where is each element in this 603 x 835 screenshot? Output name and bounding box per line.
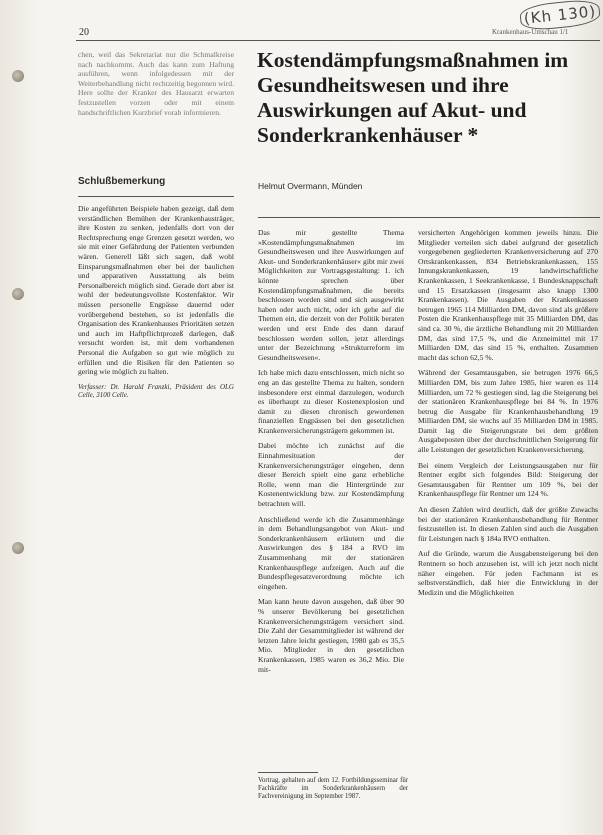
left-top-paragraph: chen, weil das Sekretariat nur die Schmalkreise nach nachkommt. Auch das kann zum Haftung ausführen, wenn infolgedessen mit der Weiterbehandlung nicht rechtzeitig begonnen wird. Here sollte der Kranker des Hausarzt erwarten festzustellen vorzen oder mit einem handschriftlichen Kurzbrief vorab informieren. (78, 50, 234, 117)
title-rule (258, 217, 600, 218)
article-title: Kostendämpfungsmaßnahmen im Gesundheitswesen und ihre Auswirkungen auf Akut- und Sonderkrankenhäuser * (257, 48, 569, 147)
middle-column-text (258, 228, 404, 680)
right-paragraph: versicherten Angehörigen kommen jeweils hinzu. Die Mitglieder verteilen sich dabei aufgrund der gesetzlich vorgegebenen gegliederten Krankenversicherung auf 270 Ortskrankenkassen, 834 Betriebskrankenkassen, 155 Innungskrankenkassen, 19 landwirtschaftliche Krankenkassen, 1 Seekrankenkasse, 1 Bundesknappschaft und 15 Ersatzkassen (insgesamt also knapp 1300 Krankenkassen). Die Ausgaben der Krankenkassen betrugen 1965 114 Milliarden DM, davon sind als größere Posten die Krankenhauspflege mit 35 Milliarden DM, das sind ca. 30 %, die ärztliche Behandlung mit 20 Milliarden DM, das sind 17,5 %, und die Arzneimittel mit 17 Milliarden DM, das sind 15 %, enthalten. Zusammen macht das schon 62,5 %. (418, 228, 598, 362)
page-number: 20 (79, 27, 89, 38)
article-author: Helmut Overmann, Münden (258, 181, 363, 191)
footnote-rule (258, 772, 318, 773)
section-heading: Schlußbemerkung (78, 176, 166, 187)
right-paragraph: Auf die Gründe, warum die Ausgabensteigerung bei den Rentnern so hoch anzusehen ist, will ich jetzt noch nicht näher eingehen. Für jeden Fachmann ist es selbstverständlich, daß hier die Entwicklung in der Medizin und die Möglichkeiten (418, 549, 598, 597)
mid-paragraph: Ich habe mich dazu entschlossen, mich nicht so eng an das gestellte Thema zu halten, sondern insbesondere erst einmal darzulegen, wodurch es überhaupt zu dieser Kostenexplosion und damit zu diesen chronisch gewordenen finanziellen Engpässen bei den gesetzlichen Krankenversicherungsträgern gekommen ist. (258, 368, 404, 435)
archive-stamp: (Kh 130) (519, 0, 601, 32)
running-head: Krankenhaus-Umschau 1/1 (492, 28, 569, 36)
punch-hole-icon (12, 542, 24, 554)
header-rule (76, 40, 600, 41)
left-column-top-text (78, 50, 234, 123)
right-paragraph: Bei einem Vergleich der Leistungsausgaben nur für Rentner ergibt sich folgendes Bild: Steigerung der Gesamtausgaben für Rentner um 109 %, bei der Krankenhauspflege für Rentner um 124 %. (418, 460, 598, 499)
right-paragraph: Während der Gesamtausgaben, sie betrugen 1976 66,5 Milliarden DM, bis zum Jahre 1985, hier waren es 114 Milliarden, um 72 % gestiegen sind, lag die Steigerung bei der stationären Krankenhauspflege bei 84 %. In 1976 betrug die Ausgabe für Krankenhausbehandlung 19 Milliarden DM, sie wuchs auf 35 Milliarden DM in 1985. Damit lag die Steigerungsrate bei dem größten Ausgabeposten über der durchschnittlichen Steigerung für alle Leistungen der gesetzlichen Krankenversicherung. (418, 368, 598, 455)
mid-paragraph: Man kann heute davon ausgehen, daß über 90 % unserer Bevölkerung bei gesetzlichen Krankenversicherungsträgern versichert sind. Die Zahl der Gesamtmitglieder ist während der letzten Jahre leicht gestiegen, 1980 gab es 35,5 Mio. Mitglieder in den gesetzlichen Krankenkassen, 1985 waren es 36,2 Mio. Die mit- (258, 597, 404, 674)
right-paragraph: An diesen Zahlen wird deutlich, daß der größte Zuwachs bei der stationären Krankenhausbehandlung für Rentner festzustellen ist. In diesen Zahlen sind auch die Ausgaben für Leistungen nach § 184a RVO enthalten. (418, 505, 598, 543)
left-byline: Verfasser: Dr. Harald Franzki, Präsident des OLG Celle, 3100 Celle. (78, 382, 234, 400)
mid-paragraph: Anschließend werde ich die Zusammenhänge in dem Behandlungsangebot von Akut- und Sonderkrankenhäusern erläutern und die Auswirkungen des § 184 a RVO im Zusammenhang mit der stationären Krankenhauspflege aufzeigen. Auch auf die Bundespflegesatzverordnung möchte ich eingehen. (258, 514, 404, 591)
punch-hole-icon (12, 70, 24, 82)
binder-holes (8, 0, 38, 835)
left-column-main-text (78, 204, 234, 400)
mid-paragraph: Das mir gestellte Thema »Kostendämpfungsmaßnahmen im Gesundheitswesen und ihre Auswirkungen auf Akut- und Sonderkrankenhäuser« gibt mir zwei Möglichkeiten zur Vortragsgestaltung: 1. ich könnte sprechen über Kostendämpfungsmaßnahmen, die bereits beschlossen worden sind und sich ausgewirkt haben oder auch nicht, oder ich gehe auf die Themen ein, die derzeit von der Politik beraten werden und erst Ende des dann darauf beschlossen werden sollen, jetzt allerdings unter der Bezeichnung »Strukturreform im Gesundheitswesen«. (258, 228, 404, 362)
punch-hole-icon (12, 288, 24, 300)
footnote: Vortrag, gehalten auf dem 12. Fortbildungsseminar für Fachkräfte im Sonderkrankenhäusern der Fachvereinigung im September 1987. (258, 777, 408, 801)
section-rule (78, 196, 234, 197)
left-main-paragraph: Die angeführten Beispiele haben gezeigt, daß dem verständlichen Bemühen der Krankenhausträger, ihre Kosten zu senken, jedenfalls dort von der Rechtsprechung enge Grenzen gesetzt werden, wo sie mit einer Gefährdung der Patienten verbunden wären. Generell läßt sich sagen, daß wohl Einsparungsmaßnahmen eher bei der baulichen und apparativen Ausstattung als beim Personalbereich möglich sind. Gerade dort aber ist wohl der bedeutungsvollste Kostenfaktor. Wir müssen personelle Engpässe dauernd oder vorübergehend bestehen, so ist jedenfalls die Organisation des Krankenhauses Prioritäten setzen und auch im Haftpflichtprozeß darlegen, daß versucht worden ist, mit dem vorhandenen Personal die Aufgaben so gut wie möglich zu erfüllen und die Risiken für den Patienten so gering wie möglich zu halten. (78, 204, 234, 377)
right-column-text (418, 228, 598, 603)
mid-paragraph: Dabei möchte ich zunächst auf die Einnahmesituation der Krankenversicherungsträger eingehen, denn dieser Bereich spielt eine ganz erhebliche Rolle, wenn man die Hintergründe zur Kostenentwicklung bzw. zur Kostendämpfung betrachten will. (258, 441, 404, 509)
